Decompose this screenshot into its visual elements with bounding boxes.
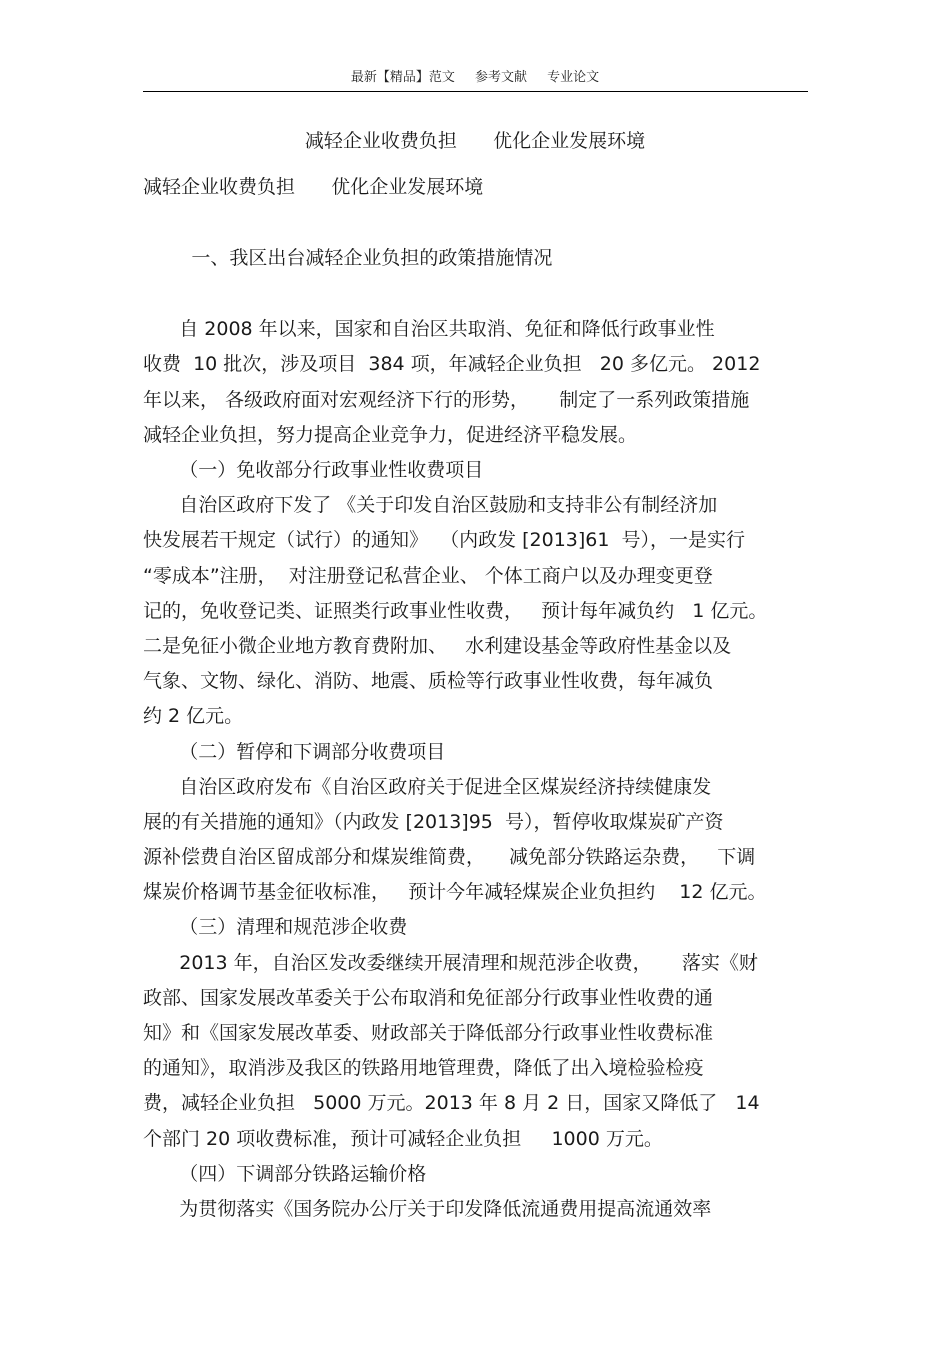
page-header	[0, 66, 950, 85]
paragraph-line: 费，减轻企业负担 5000 万元。2013 年 8 月 2 日，国家又降低了 14	[143, 1092, 760, 1114]
paragraph-line: 收费 10 批次，涉及项目 384 项，年减轻企业负担 20 多亿元。 2012	[143, 353, 761, 375]
section-heading: 一、我区出台减轻企业负担的政策措施情况	[143, 247, 553, 269]
paragraph-line: “零成本”注册， 对注册登记私营企业、 个体工商户以及办理变更登	[143, 565, 713, 587]
paragraph-line: 减轻企业负担，努力提高企业竞争力，促进经济平稳发展。	[143, 424, 638, 446]
paragraph-line: 源补偿费自治区留成部分和煤炭维简费， 减免部分铁路运杂费， 下调	[143, 846, 756, 868]
paragraph-line: 约 2 亿元。	[143, 705, 244, 727]
header-item-fanwen: 最新【精品】范文	[350, 70, 455, 85]
paragraph-line: 气象、文物、绿化、消防、地震、质检等行政事业性收费，每年减负	[143, 670, 714, 692]
paragraph-line: 记的，免收登记类、证照类行政事业性收费， 预计每年减负约 1 亿元。	[143, 600, 768, 622]
paragraph-line: 二是免征小微企业地方教育费附加、 水利建设基金等政府性基金以及	[143, 635, 732, 657]
document-title: 减轻企业收费负担 优化企业发展环境	[304, 130, 646, 152]
paragraph-line: 快发展若干规定（试行）的通知》 （内政发 [2013]61 号），一是实行	[143, 529, 746, 551]
paragraph-line: 自 2008 年以来，国家和自治区共取消、免征和降低行政事业性	[143, 318, 715, 340]
paragraph-line: 个部门 20 项收费标准，预计可减轻企业负担 1000 万元。	[143, 1128, 663, 1150]
header-item-cankao: 参考文献	[474, 70, 527, 85]
header-item-lunwen: 专业论文	[547, 70, 600, 85]
paragraph-line: 2013 年，自治区发改委继续开展清理和规范涉企收费， 落实《财	[143, 952, 758, 974]
header-divider	[143, 91, 808, 92]
paragraph-line: 自治区政府发布《自治区政府关于促进全区煤炭经济持续健康发	[143, 776, 712, 798]
paragraph-line: 自治区政府下发了 《关于印发自治区鼓励和支持非公有制经济加	[143, 494, 718, 516]
paragraph-line: 为贯彻落实《国务院办公厅关于印发降低流通费用提高流通效率	[143, 1198, 712, 1220]
paragraph-line: 展的有关措施的通知》（内政发 [2013]95 号），暂停收取煤炭矿产资	[143, 811, 724, 833]
paragraph-line: 煤炭价格调节基金征收标准， 预计今年减轻煤炭企业负担约 12 亿元。	[143, 881, 767, 903]
subsection-heading: （四）下调部分铁路运输价格	[143, 1163, 427, 1185]
document-subtitle: 减轻企业收费负担 优化企业发展环境	[143, 176, 484, 198]
paragraph-line: 年以来， 各级政府面对宏观经济下行的形势， 制定了一系列政策措施	[143, 389, 750, 411]
subsection-heading: （二）暂停和下调部分收费项目	[143, 741, 446, 763]
paragraph-line: 知》和《国家发展改革委、财政部关于降低部分行政事业性收费标准	[143, 1022, 714, 1044]
paragraph-line: 政部、国家发展改革委关于公布取消和免征部分行政事业性收费的通	[143, 987, 714, 1009]
paragraph-line: 的通知》，取消涉及我区的铁路用地管理费，降低了出入境检验检疫	[143, 1057, 704, 1079]
subsection-heading: （三）清理和规范涉企收费	[143, 916, 408, 938]
subsection-heading: （一）免收部分行政事业性收费项目	[143, 459, 484, 481]
